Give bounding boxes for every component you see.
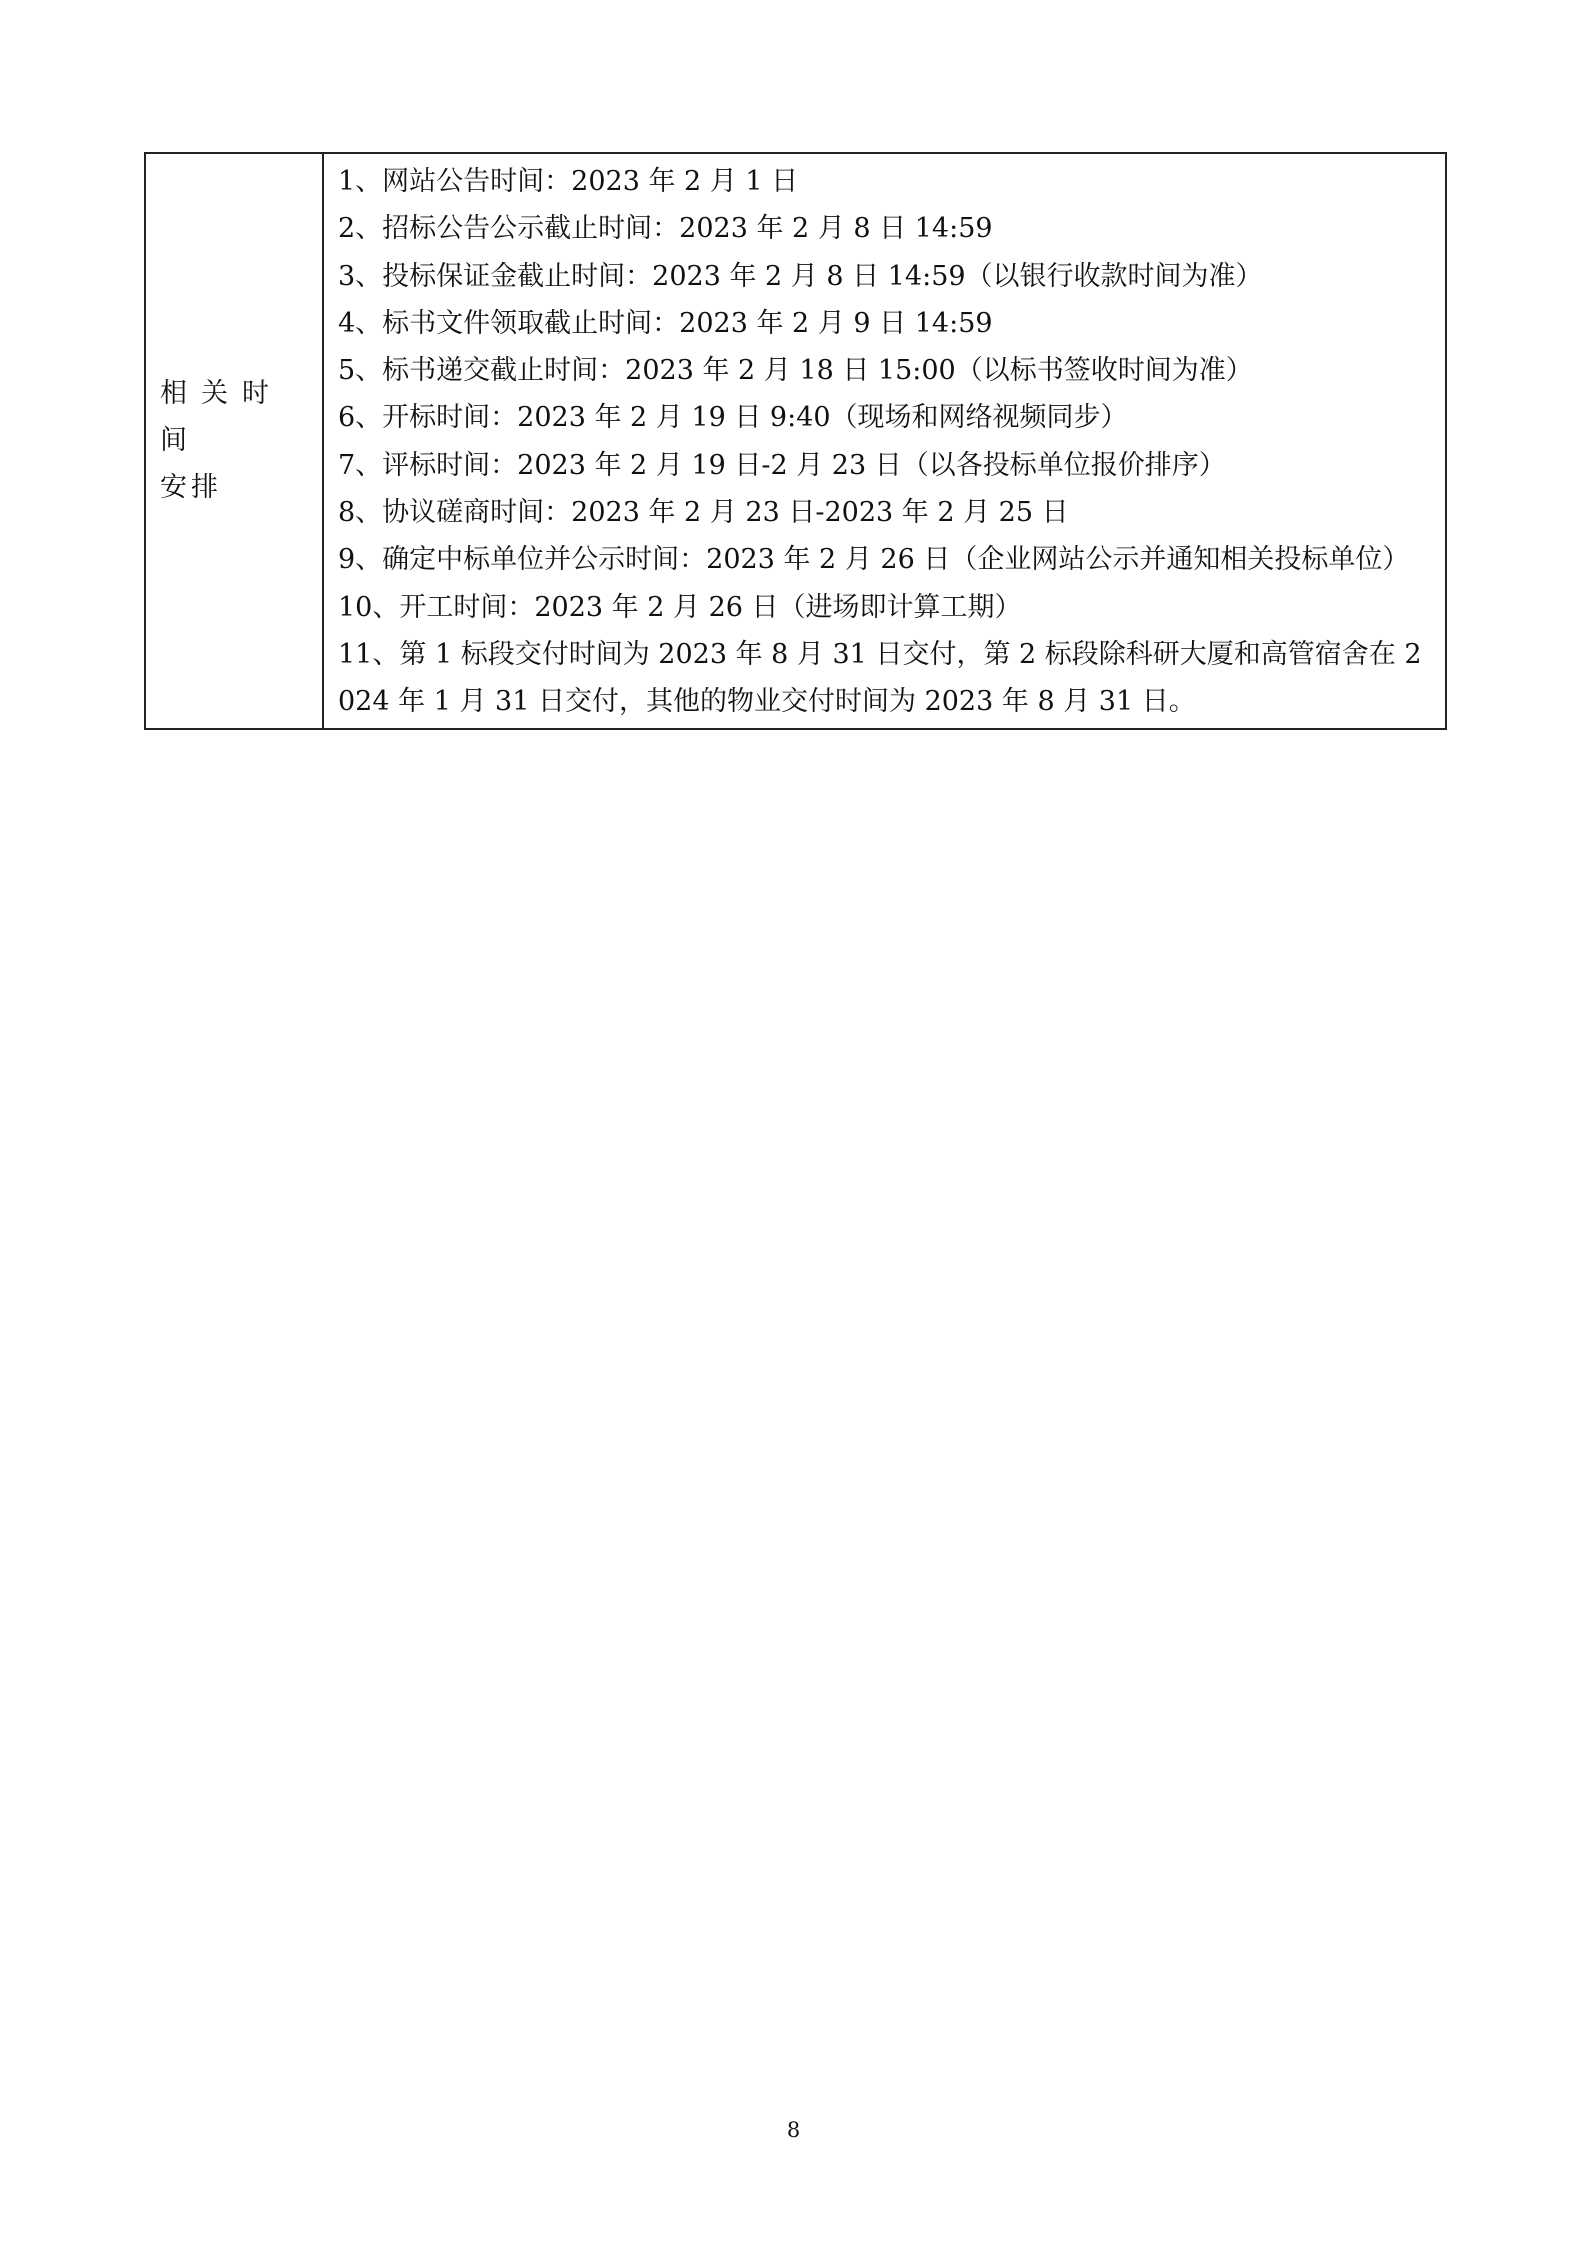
schedule-item-2: 2、招标公告公示截止时间：2023 年 2 月 8 日 14:59	[338, 213, 993, 245]
table-row	[145, 153, 1446, 729]
schedule-item-6: 6、开标时间：2023 年 2 月 19 日 9:40（现场和网络视频同步）	[338, 402, 1128, 434]
schedule-item-4: 4、标书文件领取截止时间：2023 年 2 月 9 日 14:59	[338, 307, 993, 339]
schedule-item-9: 9、确定中标单位并公示时间：2023 年 2 月 26 日（企业网站公示并通知相关投标单位）	[338, 544, 1410, 576]
schedule-item-3: 3、投标保证金截止时间：2023 年 2 月 8 日 14:59（以银行收款时间为准）	[338, 260, 1263, 292]
schedule-item-8: 8、协议磋商时间：2023 年 2 月 23 日-2023 年 2 月 25 日	[338, 497, 1069, 529]
row-label-line2: 安排	[160, 472, 222, 504]
page-number: 8	[786, 2118, 801, 2142]
row-label-cell	[145, 153, 323, 729]
schedule-item-5: 5、标书递交截止时间：2023 年 2 月 18 日 15:00（以标书签收时间为准）	[338, 355, 1253, 387]
row-label-line1: 相关时间	[160, 378, 283, 457]
schedule-item-10: 10、开工时间：2023 年 2 月 26 日（进场即计算工期）	[338, 591, 1022, 623]
schedule-items-cell	[323, 153, 1446, 729]
schedule-table	[144, 152, 1447, 730]
schedule-item-1: 1、网站公告时间：2023 年 2 月 1 日	[338, 166, 799, 197]
schedule-item-11: 11、第 1 标段交付时间为 2023 年 8 月 31 日交付，第 2 标段除科研大厦和高管宿舍在 2024 年 1 月 31 日交付，其他的物业交付时间为 2023 年 8 月 31 日。	[338, 638, 1422, 718]
schedule-item-7: 7、评标时间：2023 年 2 月 19 日-2 月 23 日（以各投标单位报价排序）	[338, 449, 1226, 481]
